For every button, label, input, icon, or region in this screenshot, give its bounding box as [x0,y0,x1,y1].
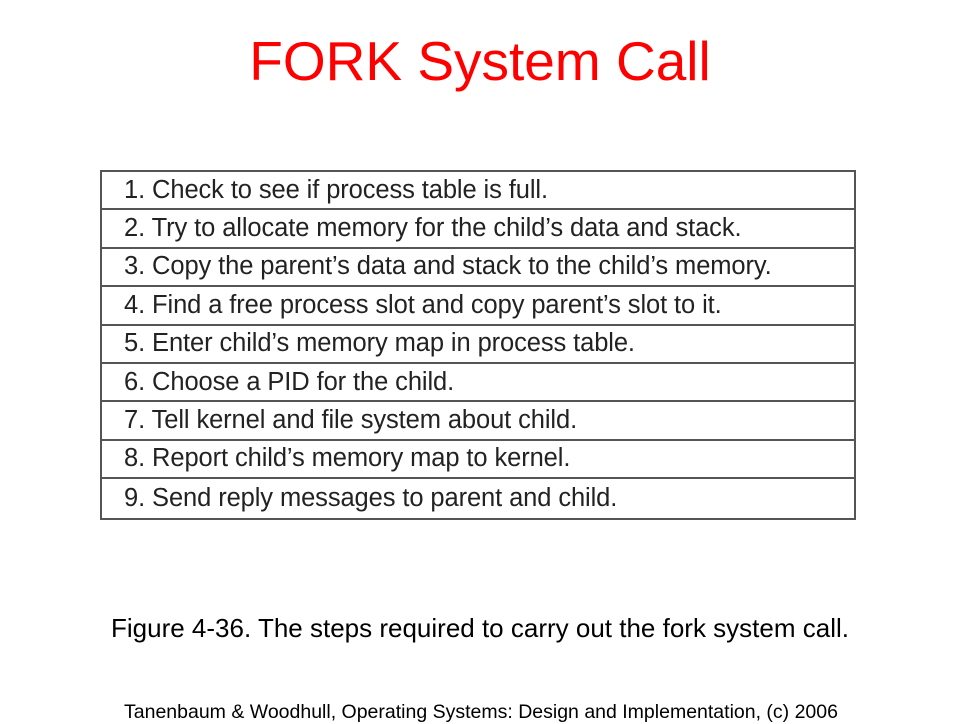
table-row [102,364,854,402]
table-row [102,479,854,517]
table-row [102,441,854,479]
table-row [102,172,854,210]
step-text: 6. Choose a PID for the child. [124,367,455,396]
citation-footer: Tanenbaum & Woodhull, Operating Systems: Design and Implementation, (c) 2006 [124,701,838,723]
step-text: 1. Check to see if process table is full. [124,175,548,204]
table-row [102,210,854,248]
step-text: 8. Report child’s memory map to kernel. [124,444,571,473]
step-text: 7. Tell kernel and file system about child. [124,406,578,435]
fork-steps-table [100,170,856,520]
step-text: 2. Try to allocate memory for the child’s data and stack. [124,214,742,243]
step-text: 3. Copy the parent’s data and stack to the child’s memory. [124,252,772,281]
step-text: 5. Enter child’s memory map in process table. [124,329,635,358]
step-text: 9. Send reply messages to parent and child. [124,483,618,512]
table-row [102,249,854,287]
step-text: 4. Find a free process slot and copy parent’s slot to it. [124,290,722,319]
table-row [102,402,854,440]
slide-title: FORK System Call [249,30,711,92]
table-row [102,326,854,364]
table-row [102,287,854,325]
figure-caption: Figure 4-36. The steps required to carry out the fork system call. [111,613,849,643]
